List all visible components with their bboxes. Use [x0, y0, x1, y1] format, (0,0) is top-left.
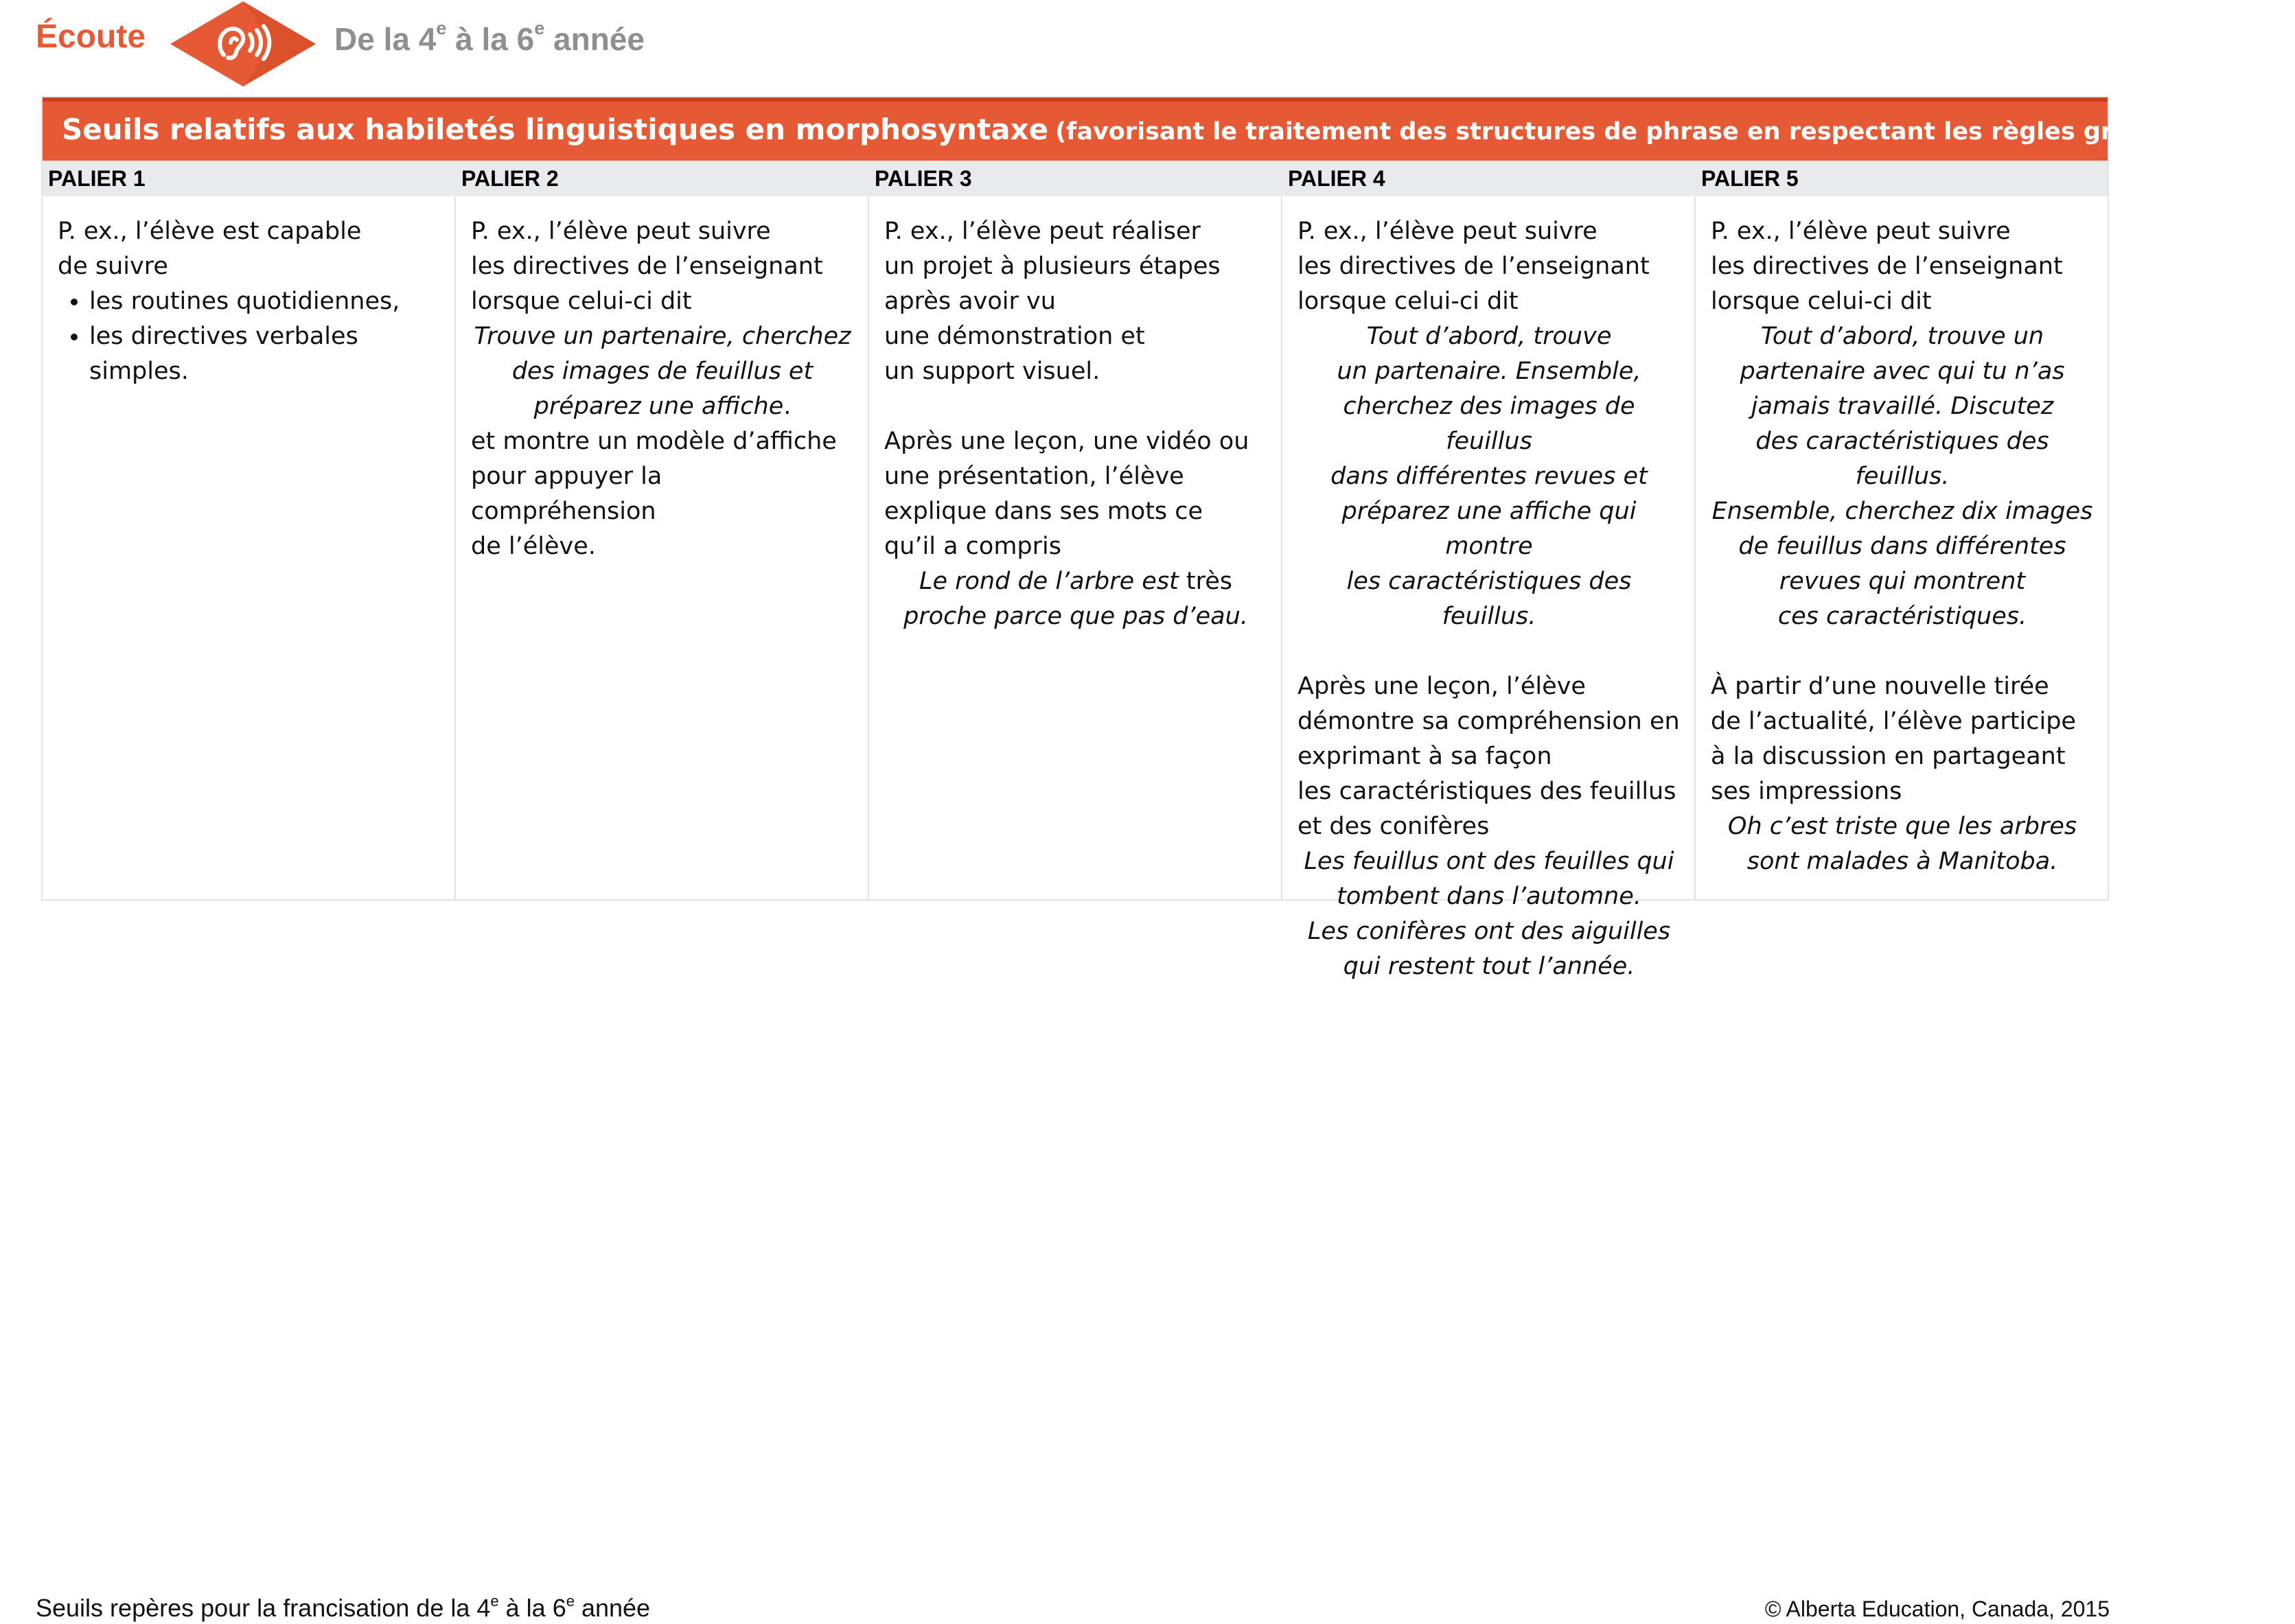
text-line: les directives de l’enseignant: [1298, 253, 1650, 280]
text-line: après avoir vu: [884, 288, 1056, 315]
text-line: et des conifères: [1298, 813, 1490, 840]
text-line: une démonstration et: [884, 323, 1145, 350]
text-line: à la discussion en partageant: [1711, 743, 2066, 770]
text-line: P. ex., l’élève peut suivre: [1298, 218, 1598, 245]
text-line: P. ex., l’élève peut réaliser: [884, 218, 1201, 245]
text-line: une présentation, l’élève: [884, 463, 1184, 490]
text-line: les directives de l’enseignant: [1711, 253, 2063, 280]
example-line: proche parce que pas d’eau.: [903, 603, 1248, 630]
example-line: jamais travaillé. Discutez: [1751, 393, 2054, 420]
text-line: qu’il a compris: [884, 533, 1061, 560]
list-item: • les directives verbales simples.: [89, 319, 441, 389]
table-title-bar: [43, 97, 2295, 161]
palier-1-heading: PALIER 1: [48, 166, 146, 191]
example-line: les caractéristiques des feuillus.: [1346, 568, 1632, 630]
example-line: cherchez des images de feuillus: [1343, 393, 1635, 455]
example-line: partenaire avec qui tu n’as: [1740, 358, 2065, 385]
text-line: de l’élève.: [471, 533, 596, 560]
page-header: [0, 0, 2137, 89]
palier-4-cell: [1282, 196, 1696, 980]
example-line: Tout d’abord, trouve: [1366, 323, 1612, 350]
ear-sound-icon: [170, 1, 316, 86]
text-line: explique dans ses mots ce: [884, 498, 1203, 525]
text-line: lorsque celui-ci dit: [1298, 288, 1519, 315]
palier-4-heading: PALIER 4: [1288, 166, 1385, 191]
list-item: • les routines quotidiennes,: [89, 284, 441, 319]
example-line: des images de feuillus et: [511, 358, 814, 385]
example-line: préparez une affiche.: [533, 393, 792, 420]
section-label: Écoute: [36, 19, 146, 55]
example-line: de feuillus dans différentes: [1738, 533, 2066, 560]
text-line: et montre un modèle d’affiche: [471, 428, 837, 455]
bullet-list: [58, 284, 441, 389]
text-line: exprimant à sa façon: [1298, 743, 1552, 770]
text-line: P. ex., l’élève est capable: [58, 218, 362, 245]
text-line: un support visuel.: [884, 358, 1100, 385]
example-line: tombent dans l’automne.: [1337, 883, 1641, 910]
text-line: lorsque celui-ci dit: [471, 288, 692, 315]
grade-range: De la 4e à la 6e année: [334, 18, 645, 57]
text-line: pour appuyer la compréhension: [471, 463, 662, 525]
example-line: Le rond de l’arbre est très: [919, 568, 1233, 595]
example-line: Trouve un partenaire, cherchez: [474, 323, 851, 350]
text-line: un projet à plusieurs étapes: [884, 253, 1221, 280]
text-line: Après une leçon, l’élève: [1298, 673, 1586, 700]
example-line: revues qui montrent: [1779, 568, 2026, 595]
example-line: Tout d’abord, trouve un: [1760, 323, 2044, 350]
example-line: Les conifères ont des aiguilles: [1307, 918, 1671, 945]
palier-header-row: [43, 161, 2108, 196]
text-line: de l’actualité, l’élève participe: [1711, 708, 2076, 735]
text-line: P. ex., l’élève peut suivre: [1711, 218, 2011, 245]
text-line: P. ex., l’élève peut suivre: [471, 218, 771, 245]
text-line: lorsque celui-ci dit: [1711, 288, 1932, 315]
text-line: ses impressions: [1711, 778, 1902, 805]
palier-2-cell: [456, 196, 869, 899]
text-line: de suivre: [58, 253, 168, 280]
table-subtitle: (favorisant le traitement des structures de phrase en respectant les règles grammaticales): [1055, 118, 2295, 146]
footer-copyright: © Alberta Education, Canada, 2015: [1764, 1597, 2110, 1621]
example-line: préparez une affiche qui montre: [1341, 498, 1637, 560]
example-line: Les feuillus ont des feuilles qui: [1304, 848, 1674, 875]
palier-2-heading: PALIER 2: [461, 166, 559, 191]
text-line: Après une leçon, une vidéo ou: [884, 428, 1249, 455]
palier-5-cell: [1696, 196, 2108, 899]
palier-3-cell: [869, 196, 1282, 899]
example-line: sont malades à Manitoba.: [1746, 848, 2058, 875]
example-line: dans différentes revues et: [1330, 463, 1648, 490]
thresholds-table: [41, 96, 2295, 980]
example-line: Ensemble, cherchez dix images: [1711, 498, 2093, 525]
example-line: un partenaire. Ensemble,: [1337, 358, 1641, 385]
text-line: les directives de l’enseignant: [471, 253, 823, 280]
example-line: ces caractéristiques.: [1777, 603, 2027, 630]
example-line: des caractéristiques des feuillus.: [1755, 428, 2049, 490]
table-title: Seuils relatifs aux habiletés linguistiques en morphosyntaxe: [62, 113, 1049, 146]
text-line: À partir d’une nouvelle tirée: [1711, 673, 2049, 700]
text-line: démontre sa compréhension en: [1298, 708, 1680, 735]
palier-5-heading: PALIER 5: [1701, 166, 1799, 191]
example-line: Oh c’est triste que les arbres: [1727, 813, 2077, 840]
footer-document-title: Seuils repères pour la francisation de la 4e à la 6e année: [36, 1592, 651, 1622]
palier-3-heading: PALIER 3: [875, 166, 972, 191]
palier-1-cell: [43, 196, 456, 899]
example-line: qui restent tout l’année.: [1343, 953, 1635, 980]
text-line: les caractéristiques des feuillus: [1298, 778, 1676, 805]
